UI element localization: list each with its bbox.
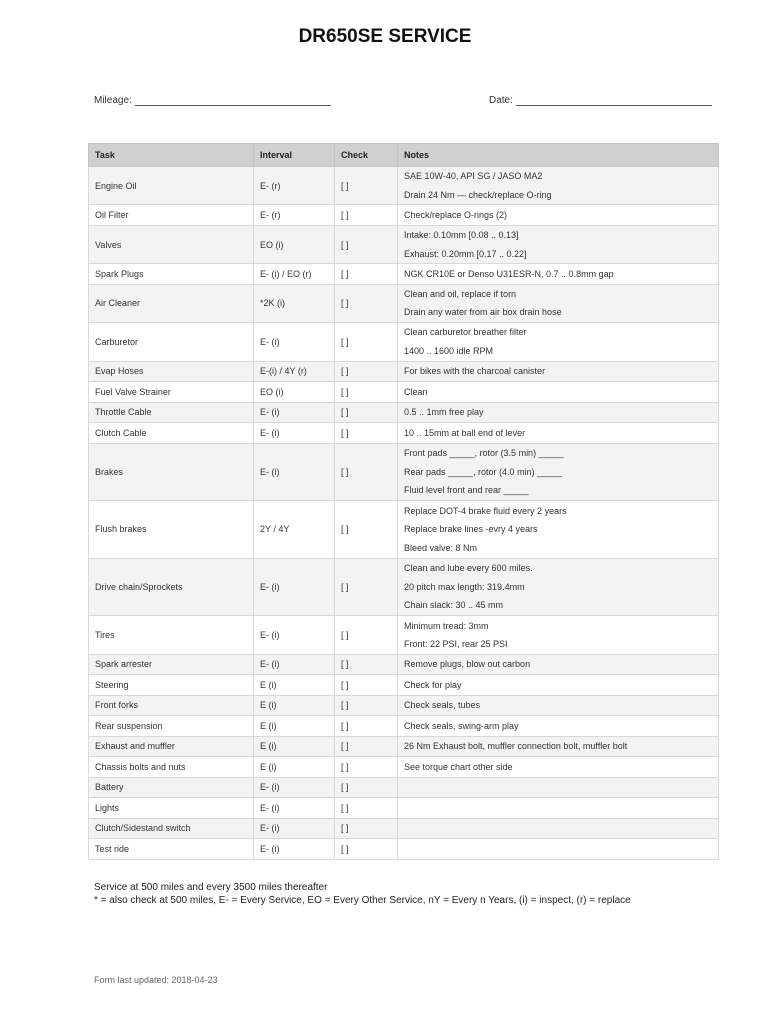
interval-cell: 2Y / 4Y <box>254 501 335 559</box>
check-box[interactable]: [ ] <box>335 675 398 696</box>
task-cell: Spark arrester <box>89 654 254 675</box>
task-cell: Evap Hoses <box>89 361 254 382</box>
table-row <box>89 798 719 819</box>
check-box[interactable]: [ ] <box>335 818 398 839</box>
note-line: Chain slack: 30 .. 45 mm <box>404 600 504 611</box>
check-box[interactable]: [ ] <box>335 167 398 205</box>
note-line: Minimum tread: 3mm <box>404 620 489 631</box>
interval-cell: E- (i) <box>254 839 335 860</box>
table-row <box>89 443 719 501</box>
check-box[interactable]: [ ] <box>335 777 398 798</box>
footnote <box>94 881 734 907</box>
interval-cell: E- (i) <box>254 402 335 423</box>
interval-cell: E- (i) <box>254 818 335 839</box>
check-box[interactable]: [ ] <box>335 423 398 444</box>
mileage-label: Mileage: <box>94 95 132 106</box>
note-line: Intake: 0.10mm [0.08 .. 0.13] <box>404 230 519 241</box>
header-fields <box>94 95 714 111</box>
notes-cell <box>398 839 719 860</box>
check-box[interactable]: [ ] <box>335 798 398 819</box>
interval-cell: EO (i) <box>254 225 335 263</box>
note-line: NGK CR10E or Denso U31ESR-N, 0.7 .. 0.8mm gap <box>404 268 614 279</box>
mileage-blank[interactable] <box>135 95 331 106</box>
note-line: 10 .. 15mm at ball end of lever <box>404 427 526 438</box>
table-row <box>89 361 719 382</box>
table-row <box>89 736 719 757</box>
check-box[interactable]: [ ] <box>335 695 398 716</box>
last-updated: Form last updated: 2018-04-23 <box>94 975 218 985</box>
table-row <box>89 616 719 654</box>
footnote-line-1: Service at 500 miles and every 3500 miles thereafter <box>94 882 328 893</box>
interval-cell: E- (i) <box>254 777 335 798</box>
note-line: Check seals, tubes <box>404 700 481 711</box>
header-interval: Interval <box>254 144 335 167</box>
check-box[interactable]: [ ] <box>335 558 398 616</box>
interval-cell: E- (i) <box>254 798 335 819</box>
interval-cell: E (i) <box>254 695 335 716</box>
task-cell: Brakes <box>89 443 254 501</box>
note-line: Replace DOT-4 brake fluid every 2 years <box>404 505 567 516</box>
table-row <box>89 716 719 737</box>
check-box[interactable]: [ ] <box>335 716 398 737</box>
task-cell: Battery <box>89 777 254 798</box>
notes-cell <box>398 757 719 778</box>
check-box[interactable]: [ ] <box>335 382 398 403</box>
table-row <box>89 654 719 675</box>
note-line: Clean carburetor breather filter <box>404 327 527 338</box>
notes-cell <box>398 798 719 819</box>
notes-cell <box>398 716 719 737</box>
interval-cell: EO (i) <box>254 382 335 403</box>
notes-cell <box>398 654 719 675</box>
notes-cell <box>398 558 719 616</box>
notes-cell <box>398 225 719 263</box>
note-line: Clean and oil, replace if torn <box>404 288 517 299</box>
note-line: 1400 .. 1600 idle RPM <box>404 345 494 356</box>
notes-cell <box>398 675 719 696</box>
task-cell: Fuel Valve Strainer <box>89 382 254 403</box>
interval-cell: E- (i) <box>254 558 335 616</box>
note-line: Check/replace O-rings (2) <box>404 209 508 220</box>
task-cell: Carburetor <box>89 323 254 361</box>
note-line: Fluid level front and rear _____ <box>404 485 529 496</box>
check-box[interactable]: [ ] <box>335 284 398 322</box>
task-cell: Chassis bolts and nuts <box>89 757 254 778</box>
note-line: 0.5 .. 1mm free play <box>404 407 484 418</box>
check-box[interactable]: [ ] <box>335 205 398 226</box>
task-cell: Air Cleaner <box>89 284 254 322</box>
note-line: Replace brake lines -evry 4 years <box>404 524 538 535</box>
task-cell: Steering <box>89 675 254 696</box>
note-line: Remove plugs, blow out carbon <box>404 659 531 670</box>
notes-cell <box>398 443 719 501</box>
note-line: Exhaust: 0.20mm [0.17 .. 0.22] <box>404 248 527 259</box>
notes-cell <box>398 616 719 654</box>
notes-cell <box>398 323 719 361</box>
notes-cell <box>398 501 719 559</box>
interval-cell: *2K (i) <box>254 284 335 322</box>
table-row <box>89 284 719 322</box>
note-line: Rear pads _____, rotor (4.0 min) _____ <box>404 466 563 477</box>
task-cell: Clutch/Sidestand switch <box>89 818 254 839</box>
table-row <box>89 839 719 860</box>
notes-cell <box>398 736 719 757</box>
notes-cell <box>398 264 719 285</box>
footnote-line-2: * = also check at 500 miles, E- = Every Service, EO = Every Other Service, nY = Every n Years, (i) = inspect, (r) = replace <box>94 895 631 906</box>
task-cell: Valves <box>89 225 254 263</box>
note-line: Front: 22 PSI, rear 25 PSI <box>404 639 508 650</box>
note-line: Front pads _____, rotor (3.5 min) _____ <box>404 448 564 459</box>
task-cell: Throttle Cable <box>89 402 254 423</box>
check-box[interactable]: [ ] <box>335 501 398 559</box>
notes-cell <box>398 695 719 716</box>
interval-cell: E- (r) <box>254 205 335 226</box>
interval-cell: E (i) <box>254 675 335 696</box>
table-row <box>89 382 719 403</box>
note-line: Drain 24 Nm — check/replace O-ring <box>404 189 552 200</box>
task-cell: Tires <box>89 616 254 654</box>
date-blank[interactable] <box>516 95 712 106</box>
table-row <box>89 323 719 361</box>
notes-cell <box>398 382 719 403</box>
task-cell: Flush brakes <box>89 501 254 559</box>
check-box[interactable]: [ ] <box>335 264 398 285</box>
table-row <box>89 167 719 205</box>
notes-cell <box>398 818 719 839</box>
page-title: DR650SE SERVICE <box>298 26 472 47</box>
note-line: 20 pitch max length: 319.4mm <box>404 581 525 592</box>
interval-cell: E (i) <box>254 716 335 737</box>
table-row <box>89 558 719 616</box>
check-box[interactable]: [ ] <box>335 757 398 778</box>
check-box[interactable]: [ ] <box>335 323 398 361</box>
note-line: For bikes with the charcoal canister <box>404 366 546 377</box>
task-cell: Engine Oil <box>89 167 254 205</box>
table-row <box>89 818 719 839</box>
table-row <box>89 423 719 444</box>
task-cell: Exhaust and muffler <box>89 736 254 757</box>
task-cell: Lights <box>89 798 254 819</box>
header-notes: Notes <box>398 144 719 167</box>
notes-cell <box>398 284 719 322</box>
notes-cell <box>398 423 719 444</box>
interval-cell: E-(i) / 4Y (r) <box>254 361 335 382</box>
table-row <box>89 695 719 716</box>
task-cell: Front forks <box>89 695 254 716</box>
table-row <box>89 225 719 263</box>
mileage-field[interactable] <box>94 95 331 106</box>
task-cell: Rear suspension <box>89 716 254 737</box>
interval-cell: E (i) <box>254 757 335 778</box>
note-line: 26 Nm Exhaust bolt, muffler connection bolt, muffler bolt <box>404 741 628 752</box>
table-row <box>89 777 719 798</box>
header-check: Check <box>335 144 398 167</box>
check-box[interactable]: [ ] <box>335 839 398 860</box>
table-row <box>89 501 719 559</box>
note-line: Drain any water from air box drain hose <box>404 307 562 318</box>
date-label: Date: <box>489 95 513 106</box>
notes-cell <box>398 205 719 226</box>
date-field[interactable] <box>489 95 712 106</box>
note-line: Clean <box>404 386 428 397</box>
check-box[interactable]: [ ] <box>335 736 398 757</box>
task-cell: Drive chain/Sprockets <box>89 558 254 616</box>
interval-cell: E- (i) <box>254 423 335 444</box>
table-row <box>89 675 719 696</box>
check-box[interactable]: [ ] <box>335 616 398 654</box>
header-task: Task <box>89 144 254 167</box>
check-box[interactable]: [ ] <box>335 225 398 263</box>
task-cell: Oil Filter <box>89 205 254 226</box>
check-box[interactable]: [ ] <box>335 361 398 382</box>
table-row <box>89 402 719 423</box>
notes-cell <box>398 167 719 205</box>
check-box[interactable]: [ ] <box>335 402 398 423</box>
check-box[interactable]: [ ] <box>335 443 398 501</box>
check-box[interactable]: [ ] <box>335 654 398 675</box>
table-row <box>89 205 719 226</box>
table-row <box>89 264 719 285</box>
notes-cell <box>398 402 719 423</box>
table-row <box>89 757 719 778</box>
service-table <box>88 143 719 860</box>
note-line: Clean and lube every 600 miles. <box>404 563 533 574</box>
interval-cell: E- (i) / EO (r) <box>254 264 335 285</box>
interval-cell: E (i) <box>254 736 335 757</box>
note-line: SAE 10W-40, API SG / JASO MA2 <box>404 171 543 182</box>
interval-cell: E- (i) <box>254 323 335 361</box>
note-line: Bleed valve: 8 Nm <box>404 542 478 553</box>
note-line: See torque chart other side <box>404 761 513 772</box>
table-header-row <box>89 144 719 167</box>
interval-cell: E- (r) <box>254 167 335 205</box>
interval-cell: E- (i) <box>254 616 335 654</box>
note-line: Check for play <box>404 679 462 690</box>
task-cell: Clutch Cable <box>89 423 254 444</box>
interval-cell: E- (i) <box>254 654 335 675</box>
note-line: Check seals, swing-arm play <box>404 720 519 731</box>
task-cell: Spark Plugs <box>89 264 254 285</box>
notes-cell <box>398 777 719 798</box>
task-cell: Test ride <box>89 839 254 860</box>
notes-cell <box>398 361 719 382</box>
interval-cell: E- (i) <box>254 443 335 501</box>
